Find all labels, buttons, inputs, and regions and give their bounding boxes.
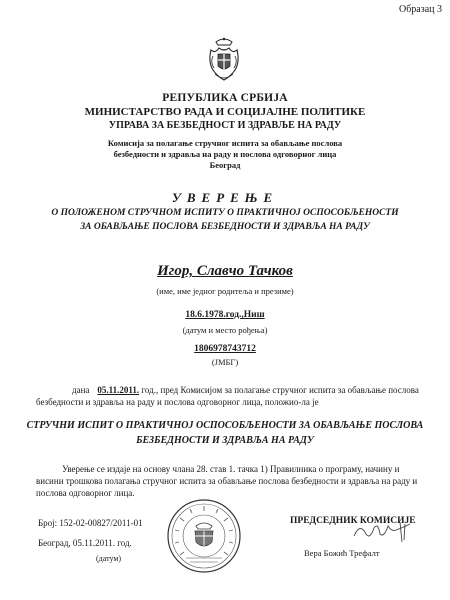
jmbg-caption: (ЈМБГ) xyxy=(211,357,239,367)
jmbg-value: 1806978743712 xyxy=(194,344,256,354)
form-number: Образац 3 xyxy=(399,4,442,15)
exam-date-prefix: дана xyxy=(72,385,90,395)
exam-paragraph-text: год., пред Комисијом за полагање стручног испита за обављање послова безбедности и здравља на раду и послова одговорног лица, положио-ла је xyxy=(36,385,419,407)
president-title: ПРЕДСЕДНИК КОМИСИЈЕ xyxy=(290,516,416,526)
republic-heading: РЕПУБЛИКА СРБИЈА xyxy=(162,92,288,104)
signer-name: Вера Божић Трефалт xyxy=(304,548,380,558)
ministry-heading: МИНИСТАРСТВО РАДА И СОЦИЈАЛНЕ ПОЛИТИКЕ xyxy=(84,106,366,118)
coat-of-arms-icon xyxy=(207,36,241,82)
certificate-subtitle-1: О ПОЛОЖЕНОМ СТРУЧНОМ ИСПИТУ О ПРАКТИЧНОЈ ОСПОСОБЉЕНОСТИ xyxy=(51,208,399,218)
directorate-heading: УПРАВА ЗА БЕЗБЕДНОСТ И ЗДРАВЉЕ НА РАДУ xyxy=(108,120,342,131)
certificate-title: УВЕРЕЊЕ xyxy=(171,190,279,205)
exam-statement-1: СТРУЧНИ ИСПИТ О ПРАКТИЧНОЈ ОСПОСОБЉЕНОСТИ ЗА ОБАВЉАЊЕ ПОСЛОВА xyxy=(26,420,424,431)
birth-date-place: 18.6.1978.год.,Ниш xyxy=(185,310,265,320)
issue-date-caption: (датум) xyxy=(96,554,122,563)
reference-number: Број: 152-02-00827/2011-01 xyxy=(38,518,143,528)
exam-date: 05.11.2011. xyxy=(97,385,140,395)
certificate-subtitle-2: ЗА ОБАВЉАЊЕ ПОСЛОВА БЕЗБЕДНОСТИ И ЗДРАВЉА НА РАДУ xyxy=(80,222,370,232)
issue-date: Београд, 05.11.2011. год. xyxy=(38,538,132,548)
exam-paragraph xyxy=(36,384,422,408)
signature-icon xyxy=(352,518,412,544)
birth-caption: (датум и место рођења) xyxy=(182,325,268,335)
legal-basis-paragraph: Уверење се издаје на основу члана 28. став 1. тачка 1) Правилника о програму, начину и висини трошкова полагања стручног испита за обављање послова безбедности и здравља на раду и послова одговорног лица. xyxy=(36,464,418,498)
holder-name-caption: (име, име једног родитеља и презиме) xyxy=(156,286,294,296)
official-seal-icon xyxy=(166,498,242,574)
city-heading: Београд xyxy=(209,160,241,170)
exam-statement-2: БЕЗБЕДНОСТИ И ЗДРАВЉА НА РАДУ xyxy=(136,435,314,446)
commission-line-2: безбедности и здравља на раду и послова одговорног лица xyxy=(113,149,337,159)
holder-name: Игор, Славчо Тачков xyxy=(157,263,293,279)
commission-line-1: Комисија за полагање стручног испита за обављање послова xyxy=(107,138,343,148)
